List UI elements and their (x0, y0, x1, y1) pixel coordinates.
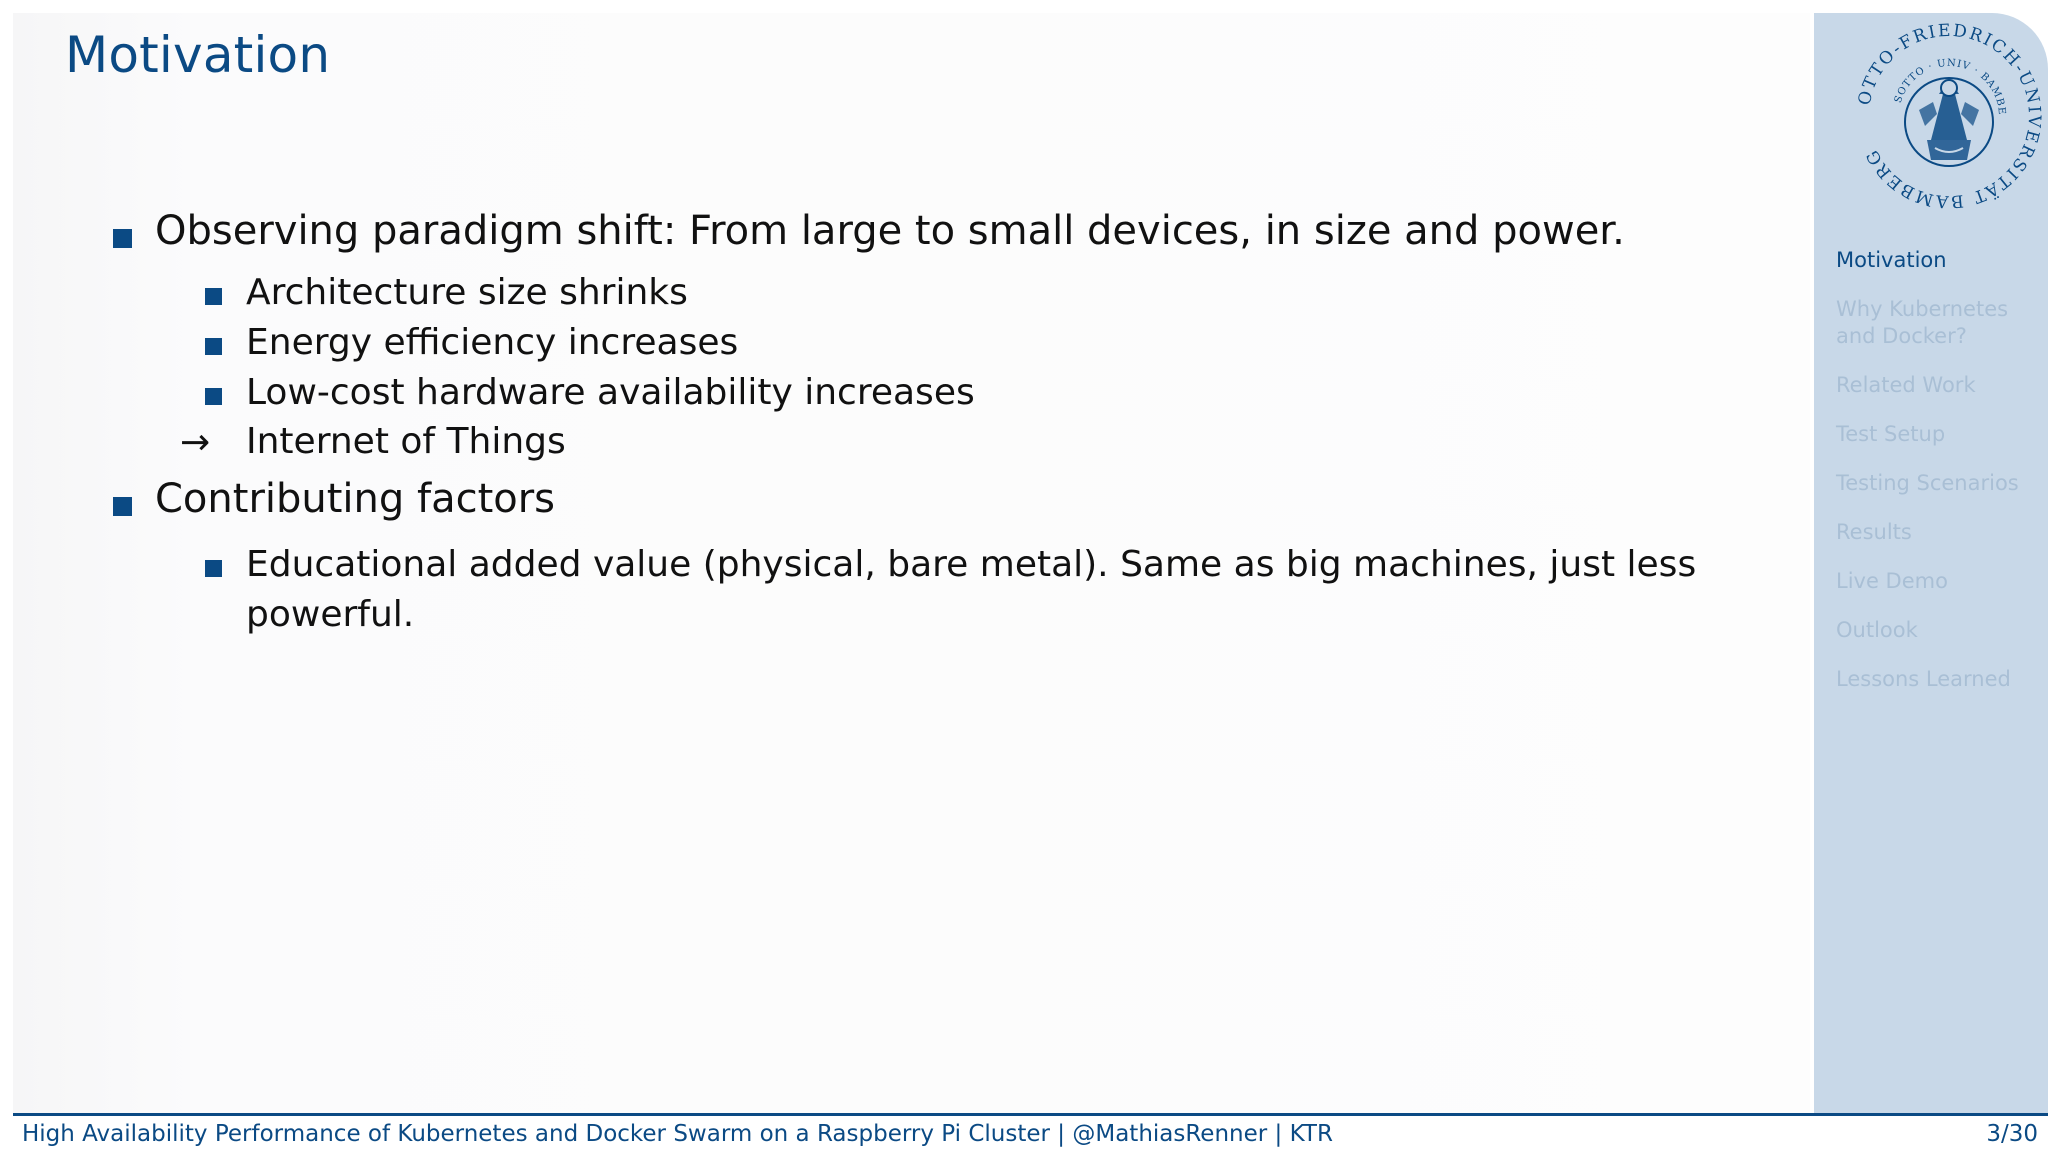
bullet-square-icon (205, 338, 222, 355)
seal-inner-lettering: SOTTO · UNIV · BAMBE (1892, 57, 2008, 116)
sidebar-item-lessons-learned[interactable]: Lessons Learned (1836, 667, 2011, 691)
sidebar-item-testing-scenarios[interactable]: Testing Scenarios (1836, 471, 2019, 495)
bullet-square-icon (113, 229, 132, 248)
list-item: Internet of Things (246, 421, 566, 462)
arrow-right-icon: → (180, 422, 211, 463)
list-item: Architecture size shrinks (246, 272, 688, 313)
sidebar-item-related-work[interactable]: Related Work (1836, 373, 1976, 397)
list-item: Energy efficiency increases (246, 322, 739, 363)
bullet-square-icon (205, 288, 222, 305)
page-number: 3/30 (1986, 1121, 2038, 1147)
sidebar-item-test-setup[interactable]: Test Setup (1836, 422, 1946, 446)
footer-text: High Availability Performance of Kubernetes and Docker Swarm on a Raspberry Pi Cluster | @MathiasRenner | KTR (22, 1121, 1333, 1147)
sidebar-item-live-demo[interactable]: Live Demo (1836, 569, 1948, 593)
seal-lettering: OTTO-FRIEDRICH-UNIVERSITÄT BAMBERG (1855, 22, 2043, 210)
university-seal-icon (1855, 22, 2043, 210)
list-item: Observing paradigm shift: From large to small devices, in size and power. (155, 208, 1625, 254)
slide-title: Motivation (65, 26, 331, 84)
list-item: Low-cost hardware availability increases (246, 372, 975, 413)
footer-divider (13, 1113, 2048, 1116)
bullet-square-icon (113, 497, 132, 516)
sidebar-item-why-kubernetes-and-docker[interactable]: Why Kubernetes and Docker? (1836, 297, 2009, 348)
sidebar-item-results[interactable]: Results (1836, 520, 1912, 544)
sidebar-item-motivation[interactable]: Motivation (1836, 248, 1947, 272)
list-item: Educational added value (physical, bare metal). Same as big machines, just less (246, 544, 1697, 585)
bullet-square-icon (205, 560, 222, 577)
list-item: Contributing factors (155, 476, 556, 522)
bullet-square-icon (205, 388, 222, 405)
sidebar-item-outlook[interactable]: Outlook (1836, 618, 1918, 642)
list-item-continuation: powerful. (246, 594, 415, 635)
